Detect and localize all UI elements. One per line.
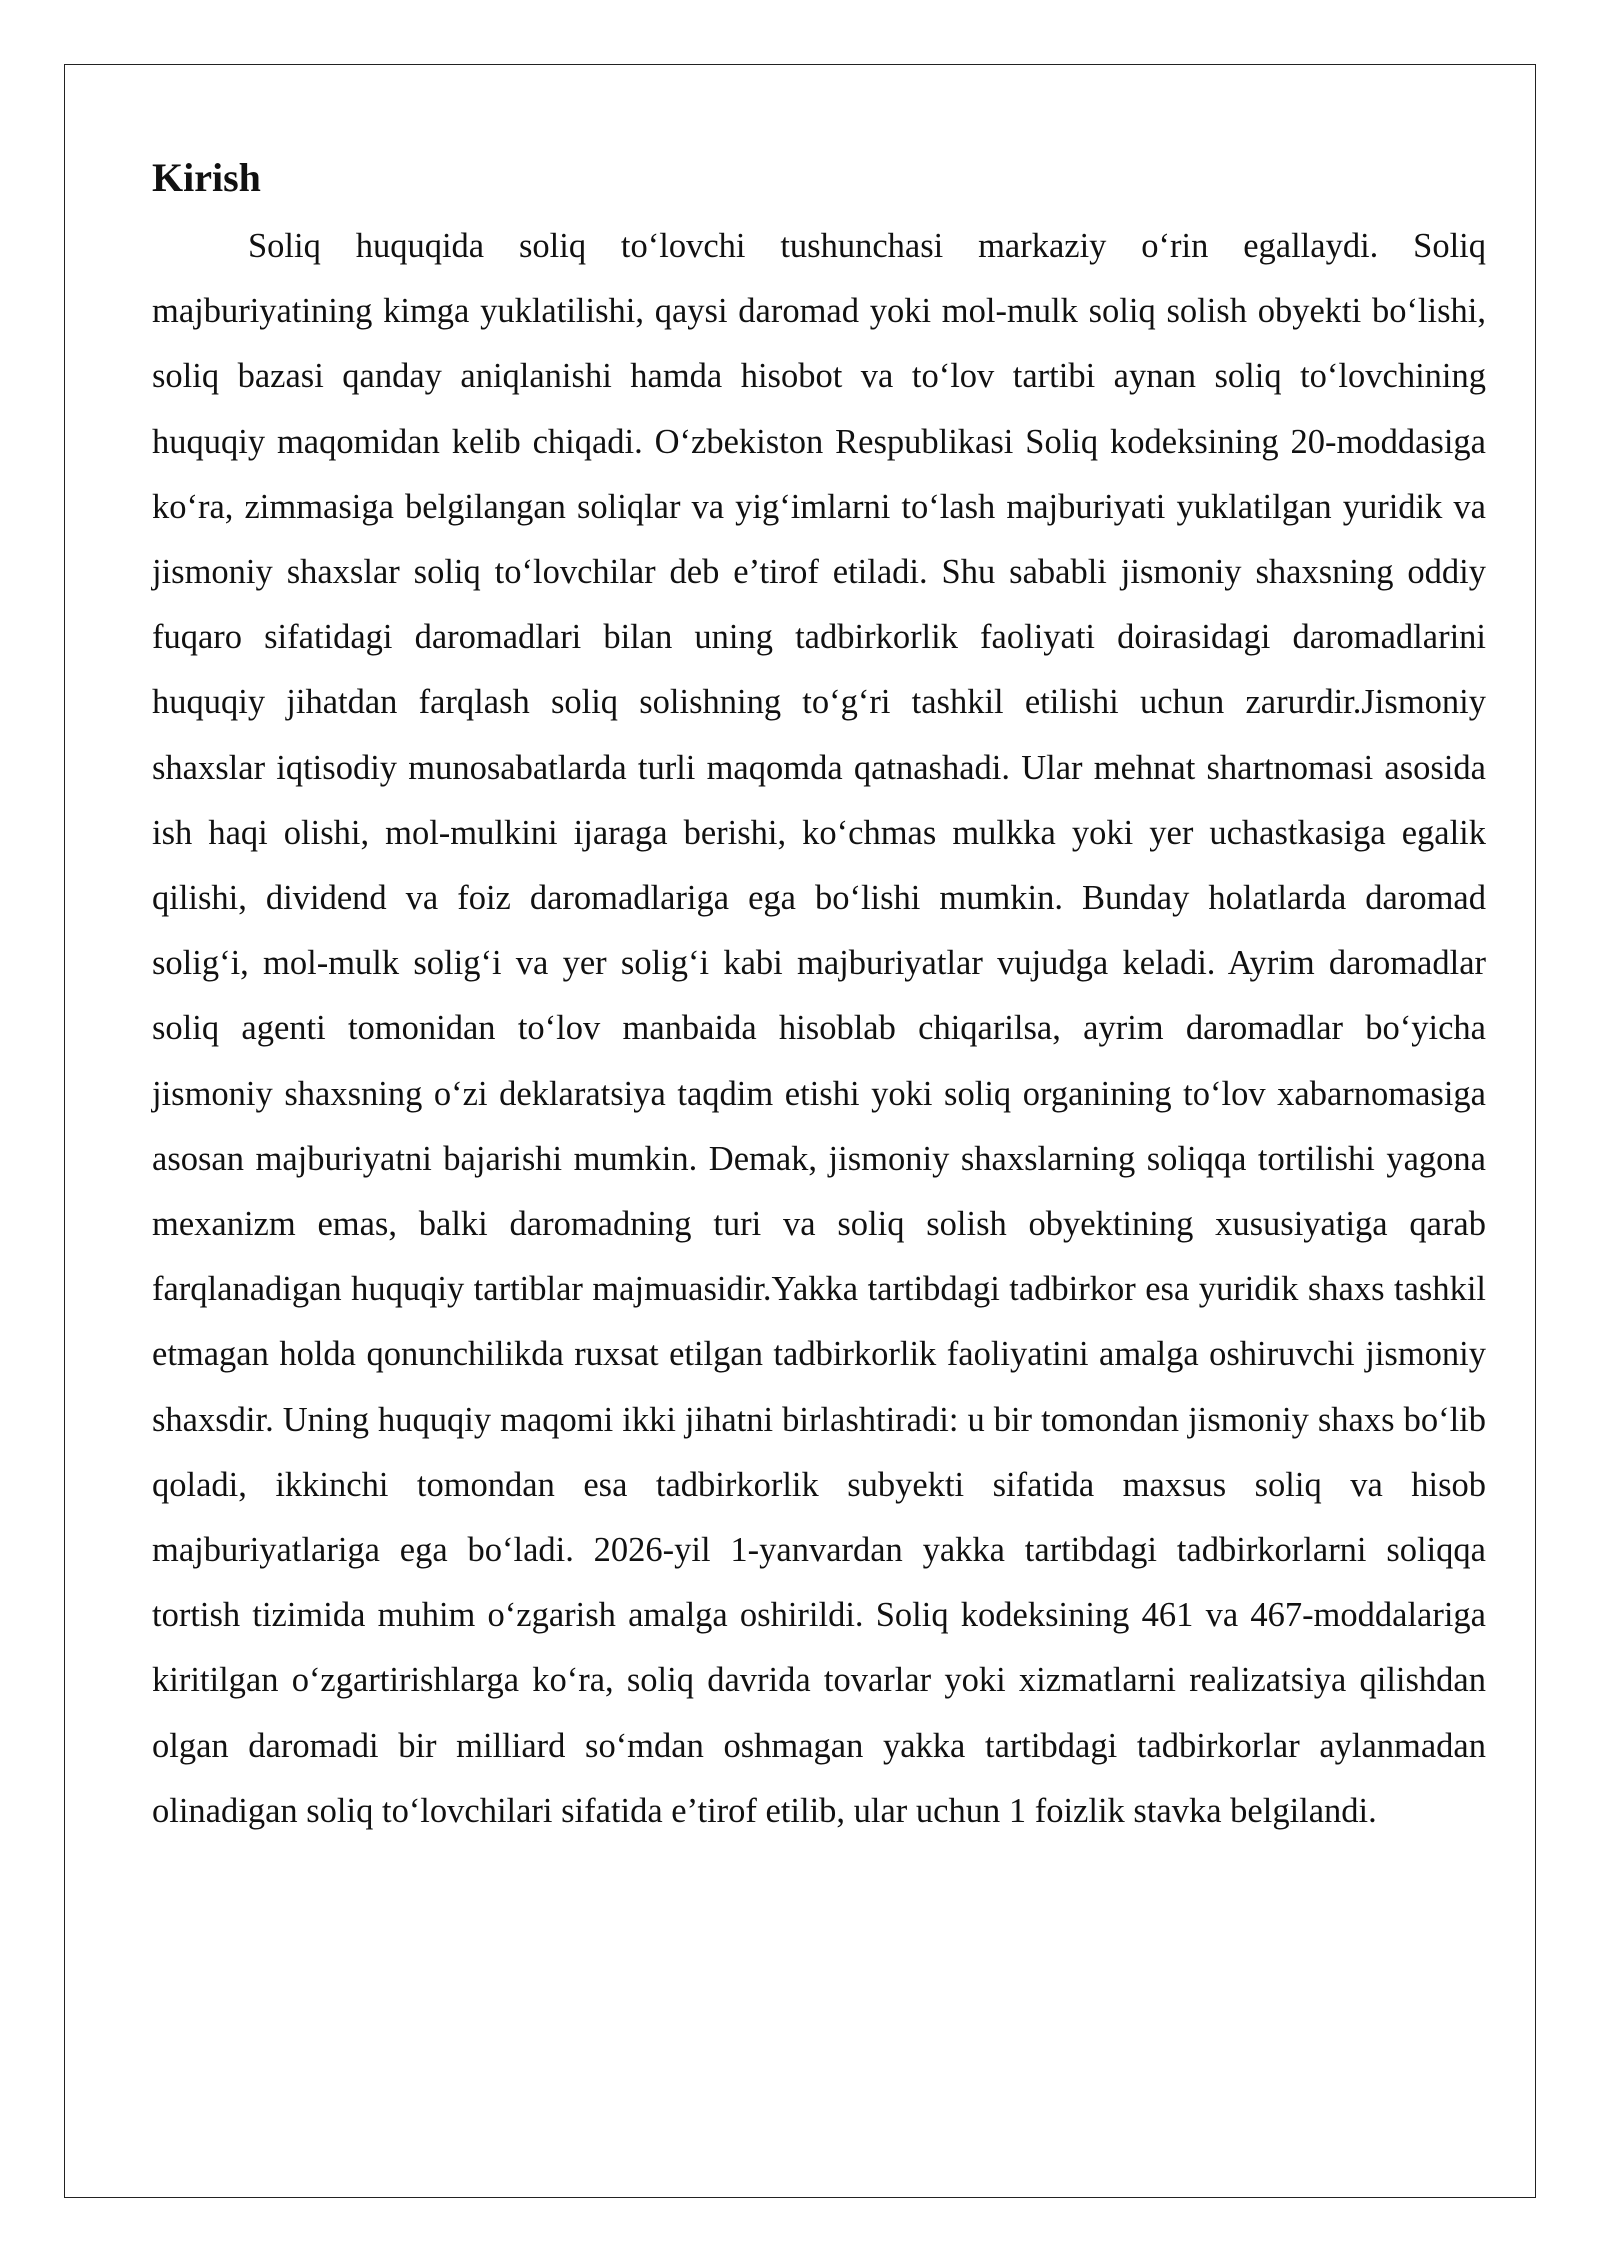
section-heading: Kirish <box>152 155 261 200</box>
body-paragraph: Soliq huquqida soliq to‘lovchi tushunchasi markaziy o‘rin egallaydi. Soliq majburiyatining kimga yuklatilishi, qaysi daromad yoki mol-mulk soliq solish obyekti bo‘lishi, soliq bazasi qanday aniqlanishi hamda hisobot va to‘lov tartibi aynan soliq to‘lovchining huquqiy maqomidan kelib chiqadi. O‘zbekiston Respublikasi Soliq kodeksining 20-moddasiga ko‘ra, zimmasiga belgilangan soliqlar va yig‘imlarni to‘lash majburiyati yuklatilgan yuridik va jismoniy shaxslar soliq to‘lovchilar deb e’tirof etiladi. Shu sababli jismoniy shaxsning oddiy fuqaro sifatidagi daromadlari bilan uning tadbirkorlik faoliyati doirasidagi daromadlarini huquqiy jihatdan farqlash soliq solishning to‘g‘ri tashkil etilishi uchun zarurdir.Jismoniy shaxslar iqtisodiy munosabatlarda turli maqomda qatnashadi. Ular mehnat shartnomasi asosida ish haqi olishi, mol-mulkini ijaraga berishi, ko‘chmas mulkka yoki yer uchastkasiga egalik qilishi, dividend va foiz daromadlariga ega bo‘lishi mumkin. Bunday holatlarda daromad solig‘i, mol-mulk solig‘i va yer solig‘i kabi majburiyatlar vujudga keladi. Ayrim daromadlar soliq agenti tomonidan to‘lov manbaida hisoblab chiqarilsa, ayrim daromadlar bo‘yicha jismoniy shaxsning o‘zi deklaratsiya taqdim etishi yoki soliq organining to‘lov xabarnomasiga asosan majburiyatni bajarishi mumkin. Demak, jismoniy shaxslarning soliqqa tortilishi yagona mexanizm emas, balki daromadning turi va soliq solish obyektining xususiyatiga qarab farqlanadigan huquqiy tartiblar majmuasidir.Yakka tartibdagi tadbirkor esa yuridik shaxs tashkil etmagan holda qonunchilikda ruxsat etilgan tadbirkorlik faoliyatini amalga oshiruvchi jismoniy shaxsdir. Uning huquqiy maqomi ikki jihatni birlashtiradi: u bir tomondan jismoniy shaxs bo‘lib qoladi, ikkinchi tomondan esa tadbirkorlik subyekti sifatida maxsus soliq va hisob majburiyatlariga ega bo‘ladi. 2026-yil 1-yanvardan yakka tartibdagi tadbirkorlarni soliqqa tortish tizimida muhim o‘zgarish amalga oshirildi. Soliq kodeksining 461 va 467-moddalariga kiritilgan o‘zgartirishlarga ko‘ra, soliq davrida tovarlar yoki xizmatlarni realizatsiya qilishdan olgan daromadi bir milliard so‘mdan oshmagan yakka tartibdagi tadbirkorlar aylanmadan olinadigan soliq to‘lovchilari sifatida e’tirof etilib, ular uchun 1 foizlik stavka belgilandi. <box>152 227 1486 1830</box>
document-body <box>152 148 1486 1844</box>
